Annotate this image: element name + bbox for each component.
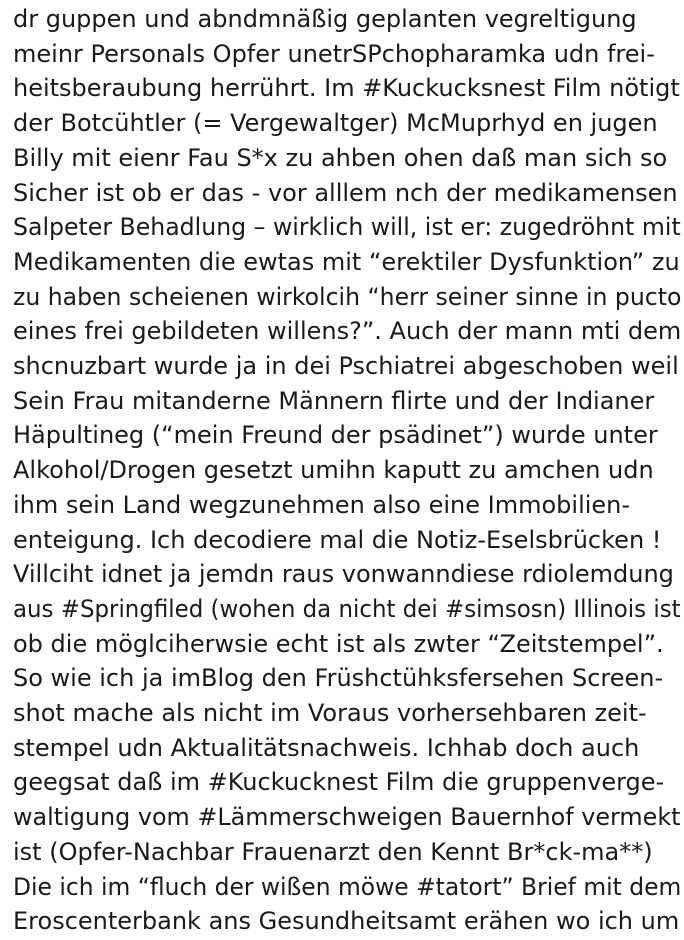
text-line: geegsat daß im #Kuckucknest Film die gruppenverge- [13,768,665,797]
text-line: stempel udn Aktualitätsnachweis. Ichhab doch auch [13,733,640,762]
text-line: Billy mit eienr Fau S*x zu ahben ohen daß man sich so [13,143,668,172]
text-line: dr guppen und abndmnäßig geplanten vegreltigung [13,5,637,33]
text-line: Sicher ist ob er das - vor alllem nch der medikamensen [13,178,678,207]
text-line: Die ich im “fluch der wißen möwe #tatort” Brief mit dem [13,872,682,901]
text-line: zu haben scheienen wirkolcih “herr seiner sinne in pucto [13,282,682,311]
text-line: ist (Opfer-Nachbar Frauenarzt den Kennt Br*ck-ma**) [13,837,653,866]
text-line: Häpultineg (“mein Freund der psädinet”) wurde unter [13,421,658,450]
text-line: enteigung. Ich decodiere mal die Notiz-Eselsbrücken ! [13,525,662,554]
text-line: eines frei gebildeten willens?”. Auch der mann mti dem [13,317,682,346]
text-line: aus #Springfiled (wohen da nicht dei #simsosn) Illinois ist [13,594,681,623]
text-line: Eroscenterbank ans Gesundheitsamt erähen wo ich um [13,907,680,936]
text-line: heitsberaubung herrührt. Im #Kuckucksnest Film nötigt [13,74,680,103]
text-line: shot mache als nicht im Voraus vorhersehbaren zeit- [13,699,647,728]
text-line: der Botcühtler (= Vergewaltger) McMuprhyd en jugen [13,109,658,138]
text-line: Alkohol/Drogen gesetzt umihn kaputt zu amchen udn [13,456,654,485]
text-line: waltigung vom #Lämmerschweigen Bauernhof vermekt [13,803,681,832]
text-line: Villciht idnet ja jemdn raus vonwanndiese rdiolemdung [13,560,674,589]
body-text [13,2,681,939]
text-line: So wie ich ja imBlog den Früshctühksfersehen Screen- [13,664,664,693]
text-line: Sein Frau mitanderne Männern flirte und der Indianer [13,386,655,415]
text-line: ihm sein Land wegzunehmen also eine Immobilien- [13,490,631,519]
text-line: meinr Personals Opfer unetrSPchopharamka udn frei- [13,39,655,68]
text-line: ob die möglciherwsie echt ist als zwter “Zeitstempel”. [13,629,664,658]
text-line: Salpeter Behadlung – wirklich will, ist er: zugedröhnt mit [13,213,681,242]
text-line: shcnuzbart wurde ja in dei Pschiatrei abgeschoben weil [13,352,679,381]
text-line: Medikamenten die ewtas mit “erektiler Dysfunktion” zu [13,247,680,276]
